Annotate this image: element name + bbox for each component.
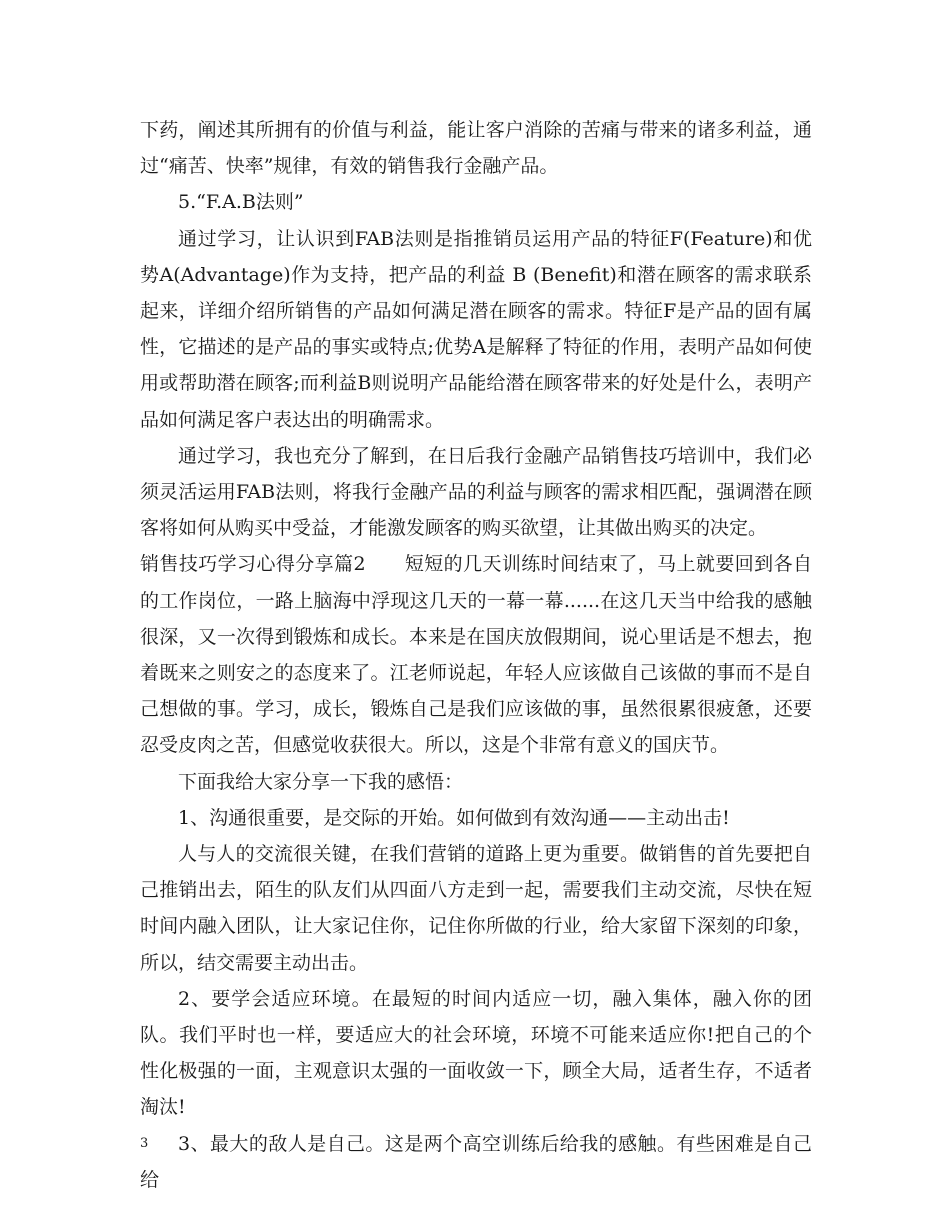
paragraph-point-2: 2、要学会适应环境。在最短的时间内适应一切，融入集体，融入你的团队。我们平时也一样，要适应大的社会环境，环境不可能来适应你!把自己的个性化极强的一面，主观意识太强的一面收敛一下，顾全大局，适者生存，不适者淘汰! [140,987,812,1119]
paragraph-fab-definition: 通过学习，让认识到FAB法则是指推销员运用产品的特征F(Feature)和优势A(Advantage)作为支持，把产品的利益 B (Benefit)和潜在顾客的需求联系起来，详细介绍所销售的产品如何满足潜在顾客的需求。特征F是产品的固有属性，它描述的是产品的事实或特点;优势A是解释了特征的作用，表明产品如何使用或帮助潜在顾客;而利益B则说明产品能给潜在顾客带来的好处是什么，表明产品如何满足客户表达出的明确需求。 [140,227,812,431]
section-heading-fab: 5.“F.A.B法则” [178,191,304,214]
paragraph-article-2-intro: 销售技巧学习心得分享篇2 短短的几天训练时间结束了，马上就要回到各自的工作岗位，一路上脑海中浮现这几天的一幕一幕......在这几天当中给我的感触很深，又一次得到锻炼和成长。本来是在国庆放假期间，说心里话是不想去，抱着既来之则安之的态度来了。江老师说起，年轻人应该做自己该做的事而不是自己想做的事。学习，成长，锻炼自己是我们应该做的事，虽然很累很疲惫，还要忍受皮肉之苦，但感觉收获很大。所以，这是个非常有意义的国庆节。 [140,553,812,757]
paragraph-fab-application: 通过学习，我也充分了解到，在日后我行金融产品销售技巧培训中，我们必须灵活运用FAB法则，将我行金融产品的利益与顾客的需求相匹配，强调潜在顾客将如何从购买中受益，才能激发顾客的购买欲望，让其做出购买的决定。 [140,444,812,540]
paragraph-point-1-body: 人与人的交流很关键，在我们营销的道路上更为重要。做销售的首先要把自己推销出去，陌生的队友们从四面八方走到一起，需要我们主动交流，尽快在短时间内融入团队，让大家记住你，记住你所做的行业，给大家留下深刻的印象，所以，结交需要主动出击。 [140,843,812,974]
paragraph-point-1-heading: 1、沟通很重要，是交际的开始。如何做到有效沟通——主动出击! [178,806,730,829]
paragraph-sharing-intro: 下面我给大家分享一下我的感悟： [178,770,464,793]
paragraph-continuation: 下药，阐述其所拥有的价值与利益，能让客户消除的苦痛与带来的诸多利益，通过“痛苦、快率”规律，有效的销售我行金融产品。 [140,119,812,178]
page-number: 3 [140,1136,149,1151]
document-body [140,112,812,1198]
paragraph-point-3: 3、最大的敌人是自己。这是两个高空训练后给我的感触。有些困难是自己给 [140,1132,812,1191]
